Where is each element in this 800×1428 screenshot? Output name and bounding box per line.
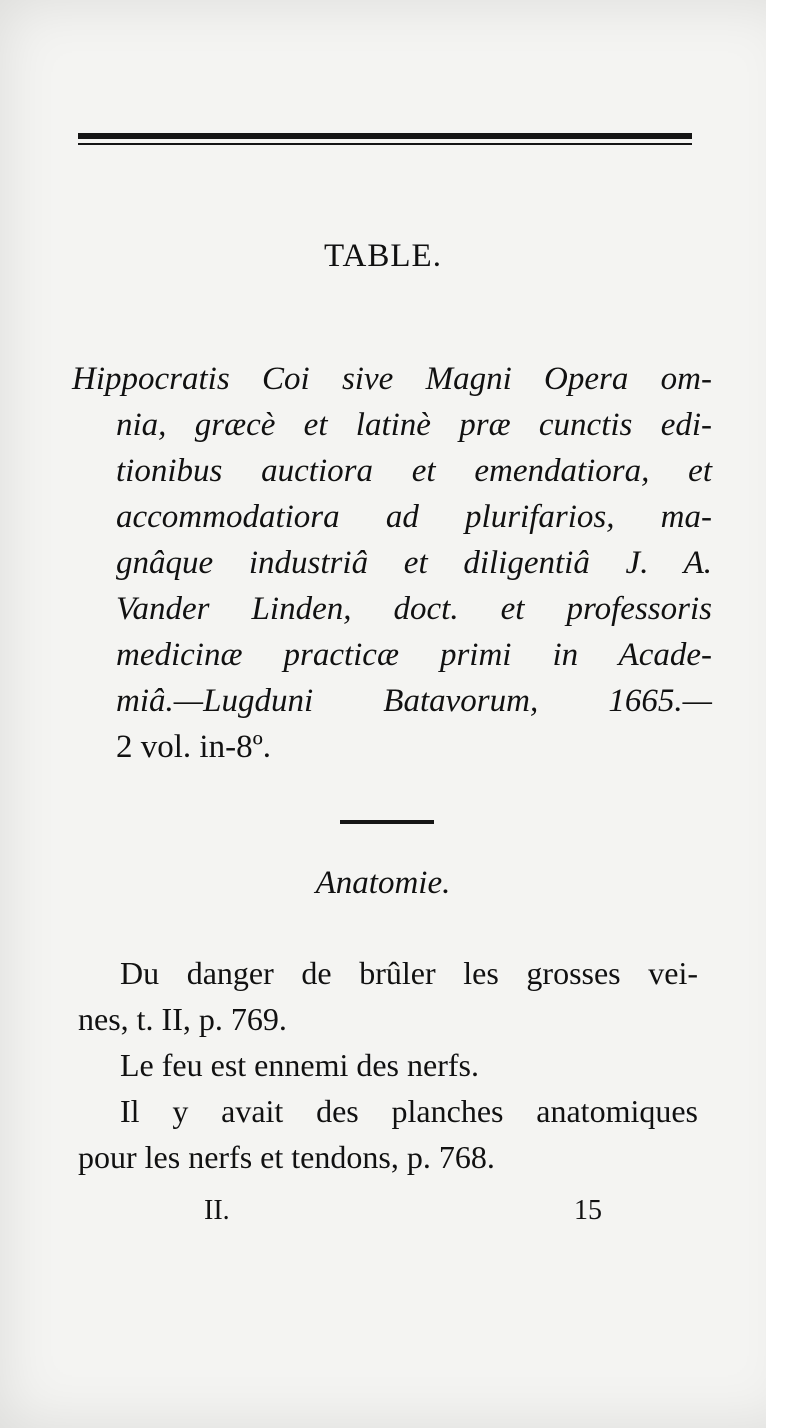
entry-line: 2 vol. in-8º. <box>116 729 272 765</box>
body-line: pour les nerfs et tendons, p. 768. <box>78 1139 495 1175</box>
body-line: Du danger de brûler les grosses vei- <box>120 955 698 991</box>
header-double-rule <box>78 133 692 151</box>
section-title: Anatomie. <box>315 865 451 901</box>
page-heading: TABLE. <box>324 238 442 274</box>
section-body <box>78 950 698 1180</box>
entry-line: nia, græcè et latinè præ cunctis edi- <box>116 407 712 443</box>
rule-thick-line <box>78 133 692 139</box>
entry-line: Vander Linden, doct. et professoris <box>116 591 712 627</box>
page-number: 15 <box>574 1195 602 1226</box>
body-line: nes, t. II, p. 769. <box>78 1001 287 1037</box>
body-line: Le feu est ennemi des nerfs. <box>120 1047 479 1083</box>
entry-line: medicinæ practicæ primi in Acade- <box>116 637 712 673</box>
entry-line: tionibus auctiora et emendatiora, et <box>116 453 712 489</box>
rule-thin-line <box>78 143 692 145</box>
entry-line: miâ.—Lugduni Batavorum, 1665.— <box>116 683 712 719</box>
bibliographic-entry <box>72 356 712 770</box>
body-line: Il y avait des planches anatomiques <box>120 1093 698 1129</box>
section-divider <box>340 820 434 824</box>
entry-line: gnâque industriâ et diligentiâ J. A. <box>116 545 712 581</box>
entry-line: accommodatiora ad plurifarios, ma- <box>116 499 712 535</box>
signature-mark: II. <box>204 1195 230 1226</box>
entry-line: Hippocratis Coi sive Magni Opera om- <box>72 361 712 397</box>
